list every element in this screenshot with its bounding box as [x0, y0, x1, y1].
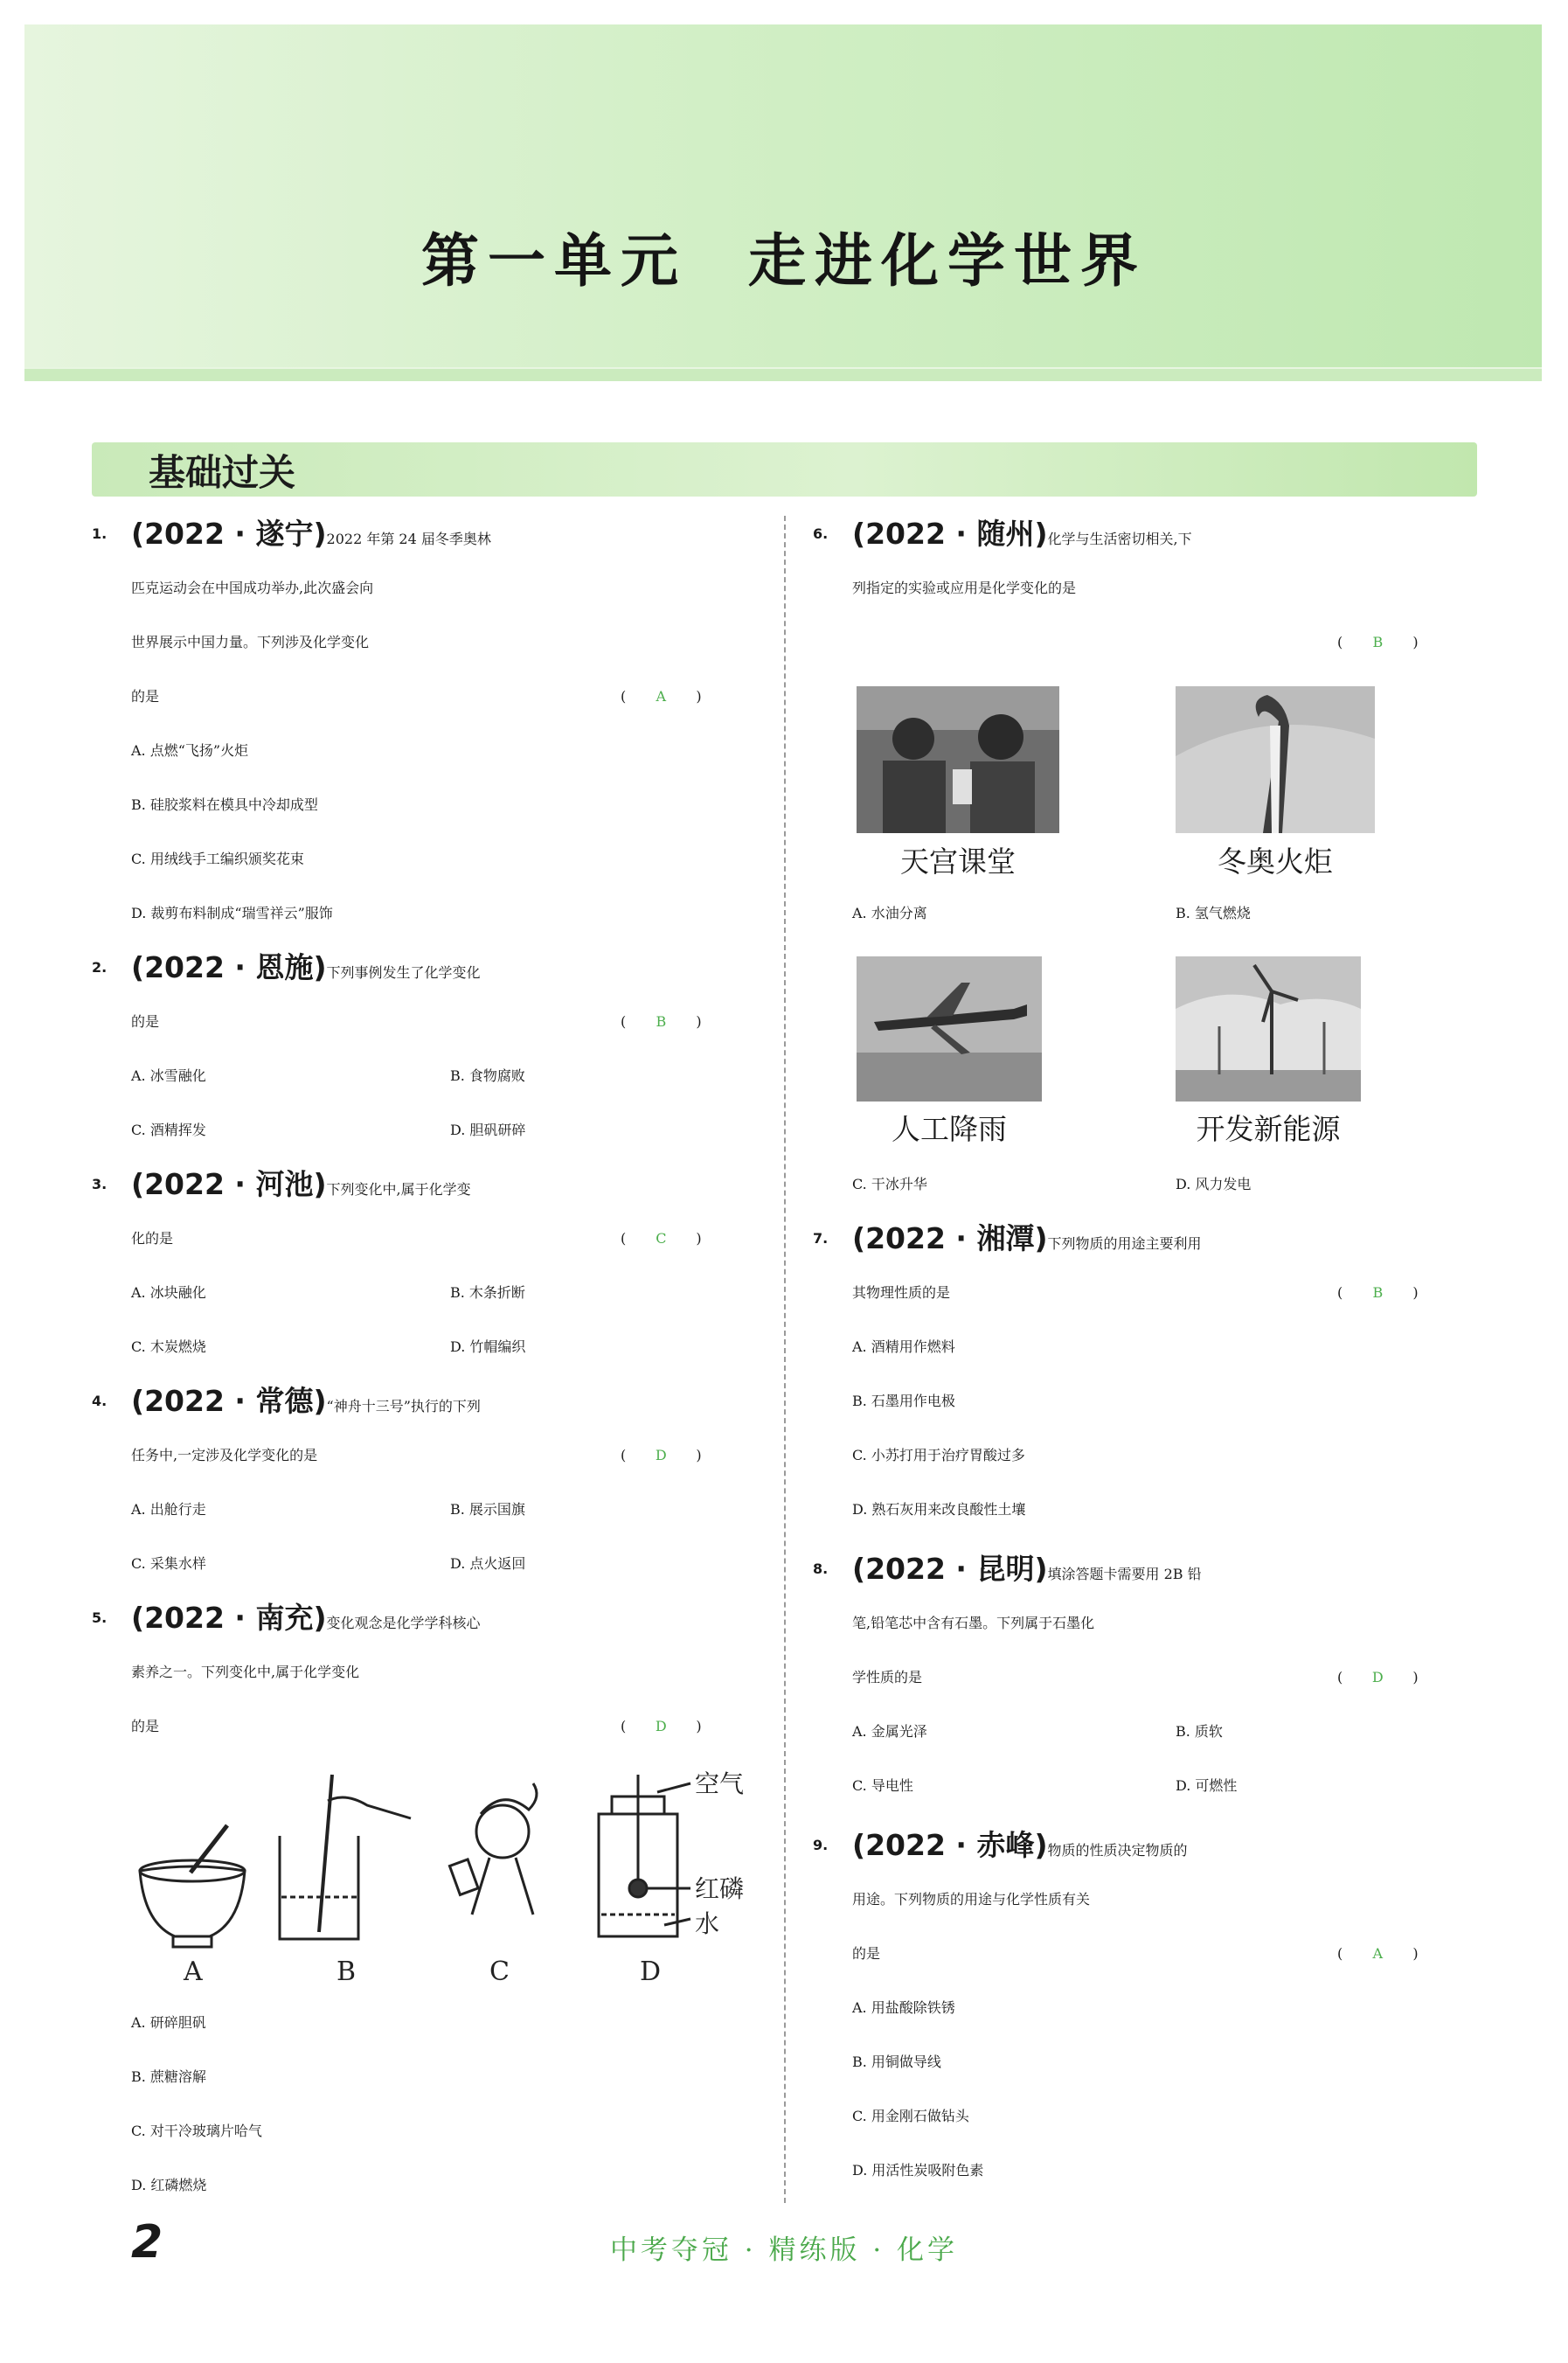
question-source: (2022 · 随州): [852, 517, 1048, 551]
option: A. 冰雪融化: [131, 1067, 206, 1084]
fig-label-phosphorus: 红磷: [695, 1874, 745, 1903]
option: A. 研碎胆矾: [131, 2014, 206, 2031]
answer-bracket: ( C ): [621, 1212, 702, 1266]
answer-bracket: ( A ): [621, 670, 702, 724]
fig-letter-a: A: [184, 1956, 203, 1984]
option: D. 点火返回: [450, 1555, 526, 1572]
footer-book-title: 中考夺冠 · 精练版 · 化学: [609, 2234, 959, 2266]
question-text: 用途。下列物质的用途与化学性质有关: [852, 1891, 1091, 1908]
question-text: 变化观念是化学学科核心: [326, 1615, 481, 1631]
question-text: 物质的性质决定物质的: [1047, 1842, 1188, 1859]
question-text: 学性质的是: [852, 1669, 923, 1685]
option: C. 木炭燃烧: [131, 1338, 206, 1355]
option: D. 熟石灰用来改良酸性土壤: [852, 1501, 1026, 1518]
option: C. 导电性: [852, 1777, 913, 1794]
fig-letter-b: B: [336, 1956, 357, 1984]
unit-banner: [24, 24, 1542, 367]
option: D. 风力发电: [1176, 1176, 1252, 1192]
question-text: 下列事例发生了化学变化: [326, 964, 481, 981]
question-text: 其物理性质的是: [852, 1284, 951, 1301]
option: C. 用金刚石做钻头: [852, 2108, 969, 2124]
question-source: (2022 · 赤峰): [852, 1828, 1048, 1862]
answer: B: [1372, 1284, 1384, 1301]
option: A. 水油分离: [852, 905, 927, 921]
option: B. 硅胶浆料在模具中冷却成型: [131, 796, 318, 813]
q5-figure: [122, 1766, 752, 1984]
question-source: (2022 · 河池): [131, 1167, 327, 1201]
fig-label-water: 水: [695, 1909, 720, 1938]
question-text: 填涂答题卡需要用 2B 铅: [1047, 1566, 1202, 1582]
option: C. 用绒线手工编织颁奖花束: [131, 851, 304, 867]
photo-caption: 天宫课堂: [900, 844, 1016, 879]
question-number: 4.: [92, 1393, 108, 1409]
question-source: (2022 · 南充): [131, 1601, 327, 1635]
option: A. 金属光泽: [852, 1723, 927, 1740]
answer-bracket: ( D ): [621, 1699, 702, 1754]
photo-artificial-rain: [857, 956, 1042, 1102]
question-text: 化学与生活密切相关,下: [1047, 531, 1192, 547]
question-source: (2022 · 湘潭): [852, 1221, 1048, 1255]
fig-label-air: 空气: [695, 1769, 745, 1798]
option: D. 胆矾研碎: [450, 1122, 526, 1138]
fig-letter-c: C: [489, 1956, 510, 1984]
answer: D: [655, 1718, 667, 1734]
photo-caption: 人工降雨: [892, 1112, 1007, 1146]
girl-drawing: [449, 1783, 537, 1915]
beaker-drawing: [280, 1775, 411, 1939]
option: B. 蔗糖溶解: [131, 2068, 206, 2085]
question-text: 世界展示中国力量。下列涉及化学变化: [131, 634, 370, 650]
question-text: 的是: [131, 1718, 160, 1734]
question-text: 的是: [131, 688, 160, 705]
option: D. 红磷燃烧: [131, 2177, 207, 2193]
question-text: 化的是: [131, 1230, 174, 1247]
option: D. 可燃性: [1176, 1777, 1238, 1794]
answer-bracket: ( D ): [1337, 1651, 1419, 1705]
option: D. 竹帽编织: [450, 1338, 526, 1355]
option: B. 木条折断: [450, 1284, 525, 1301]
answer-bracket: ( B ): [621, 995, 702, 1049]
option: B. 质软: [1176, 1723, 1223, 1740]
question-number: 3.: [92, 1176, 108, 1192]
question-source: (2022 · 恩施): [131, 950, 327, 984]
column-divider: [784, 516, 786, 2203]
option: B. 用铜做导线: [852, 2054, 941, 2070]
question-number: 2.: [92, 959, 108, 976]
question-source: (2022 · 常德): [131, 1384, 327, 1418]
answer-bracket: ( B ): [1337, 615, 1419, 670]
question-text: 的是: [131, 1013, 160, 1030]
answer: A: [656, 688, 667, 705]
option: A. 出舱行走: [131, 1501, 206, 1518]
option: C. 酒精挥发: [131, 1122, 206, 1138]
question-text: 下列物质的用途主要利用: [1047, 1235, 1202, 1252]
question-text: 素养之一。下列变化中,属于化学变化: [131, 1664, 360, 1680]
option: C. 对干冷玻璃片哈气: [131, 2123, 262, 2139]
question-text: 下列变化中,属于化学变: [326, 1181, 471, 1198]
phosphorus-jar-drawing: [599, 1775, 690, 1936]
question-number: 9.: [813, 1837, 829, 1853]
answer: D: [1371, 1669, 1384, 1685]
question-text: 任务中,一定涉及化学变化的是: [131, 1447, 318, 1463]
question-source: (2022 · 遂宁): [131, 517, 327, 551]
section-title: 基础过关: [149, 451, 296, 494]
mortar-pestle-drawing: [140, 1825, 245, 1947]
option: B. 氢气燃烧: [1176, 905, 1251, 921]
question-text: 列指定的实验或应用是化学变化的是: [852, 580, 1077, 596]
photo-caption: 冬奥火炬: [1218, 844, 1333, 879]
photo-olympic-torch: [1176, 686, 1375, 833]
photo-tiangong-class: [857, 686, 1059, 833]
answer: B: [656, 1013, 667, 1030]
option: C. 采集水样: [131, 1555, 206, 1572]
question-number: 8.: [813, 1560, 829, 1577]
option: D. 裁剪布料制成“瑞雪祥云”服饰: [131, 905, 333, 921]
option: D. 用活性炭吸附色素: [852, 2162, 984, 2179]
photo-wind-energy: [1176, 956, 1361, 1102]
option: C. 干冰升华: [852, 1176, 927, 1192]
option: A. 用盐酸除铁锈: [852, 1999, 955, 2016]
answer: B: [1372, 634, 1384, 650]
question-number: 7.: [813, 1230, 829, 1247]
unit-name: 走进化学世界: [748, 227, 1147, 295]
answer: C: [656, 1230, 667, 1247]
answer: A: [1372, 1945, 1384, 1962]
unit-number: 第一单元: [421, 227, 687, 295]
option: A. 冰块融化: [131, 1284, 206, 1301]
question-source: (2022 · 昆明): [852, 1552, 1048, 1586]
page-number: 2: [131, 2216, 163, 2269]
question-number: 6.: [813, 525, 829, 542]
question-text: 的是: [852, 1945, 881, 1962]
answer-bracket: ( B ): [1337, 1266, 1419, 1320]
unit-title: [0, 214, 1568, 297]
question-text: 匹克运动会在中国成功举办,此次盛会向: [131, 580, 374, 596]
option: B. 展示国旗: [450, 1501, 525, 1518]
banner-stripe: [24, 367, 1542, 381]
option: A. 点燃“飞扬”火炬: [131, 742, 249, 759]
fig-letter-d: D: [640, 1956, 662, 1984]
answer-bracket: ( D ): [621, 1428, 702, 1483]
option: A. 酒精用作燃料: [852, 1338, 955, 1355]
photo-caption: 开发新能源: [1196, 1112, 1341, 1146]
option: B. 食物腐败: [450, 1067, 525, 1084]
option: C. 小苏打用于治疗胃酸过多: [852, 1447, 1025, 1463]
answer: D: [655, 1447, 667, 1463]
answer-bracket: ( A ): [1337, 1927, 1419, 1981]
option: B. 石墨用作电极: [852, 1393, 955, 1409]
question-number: 5.: [92, 1609, 108, 1626]
question-text: “神舟十三号”执行的下列: [326, 1398, 481, 1414]
question-number: 1.: [92, 525, 108, 542]
question-text: 2022 年第 24 届冬季奥林: [326, 531, 491, 547]
section-bar: [92, 442, 1477, 497]
question-text: 笔,铅笔芯中含有石墨。下列属于石墨化: [852, 1615, 1095, 1631]
